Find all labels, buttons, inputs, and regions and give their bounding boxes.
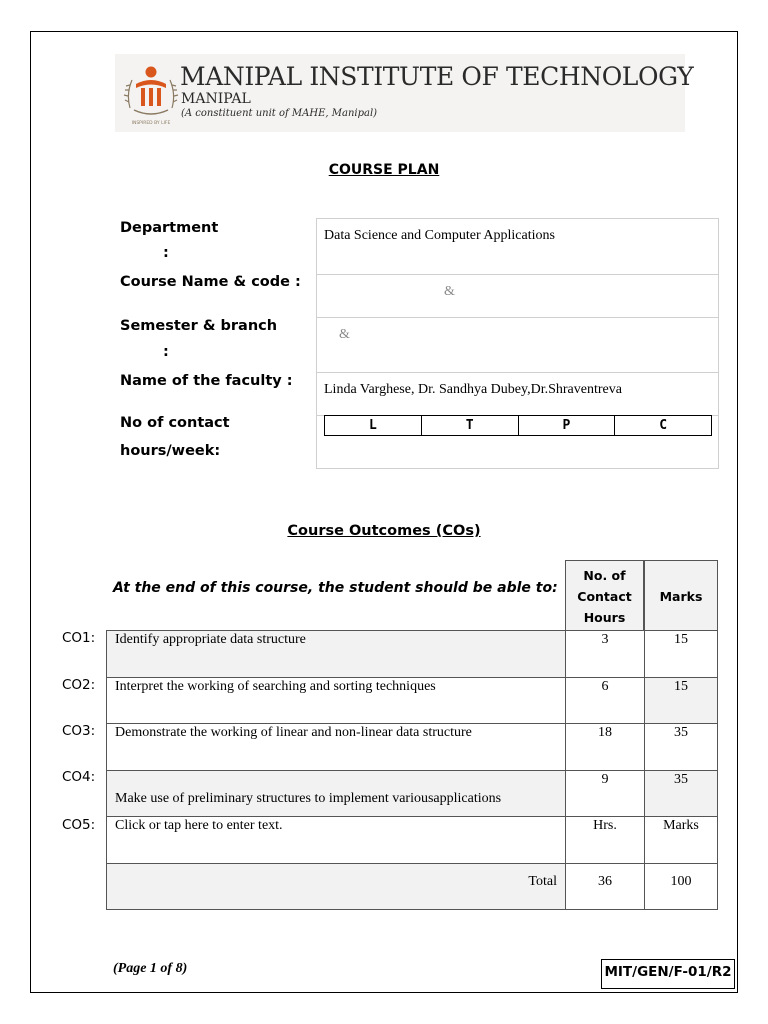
co4-hours[interactable]: 9 bbox=[565, 770, 644, 817]
co5-text[interactable]: Click or tap here to enter text. bbox=[106, 816, 565, 863]
col-marks-header: Marks bbox=[644, 560, 718, 631]
col-contact-hours-header: No. of Contact Hours bbox=[565, 560, 644, 631]
outcomes-intro: At the end of this course, the student should be able to: bbox=[113, 580, 558, 596]
semester-colon: : bbox=[163, 344, 169, 360]
ltpc-p[interactable]: P bbox=[519, 416, 616, 435]
co1-label: CO1: bbox=[62, 630, 96, 646]
table-row bbox=[106, 630, 718, 677]
ltpc-table bbox=[324, 415, 712, 436]
page-number: (Page 1 of 8) bbox=[113, 961, 188, 976]
institution-subtitle: (A constituent unit of MAHE, Manipal) bbox=[181, 108, 378, 119]
course-field[interactable] bbox=[316, 274, 719, 317]
total-hours: 36 bbox=[565, 863, 644, 910]
institute-logo-icon bbox=[122, 58, 180, 128]
semester-value: & bbox=[339, 327, 350, 342]
department-value: Data Science and Computer Applications bbox=[324, 228, 555, 243]
co1-hours[interactable]: 3 bbox=[565, 630, 644, 677]
co3-marks[interactable]: 35 bbox=[644, 723, 718, 770]
semester-label: Semester & branch bbox=[120, 318, 278, 334]
faculty-label: Name of the faculty : bbox=[120, 373, 293, 389]
institution-name: MANIPAL INSTITUTE OF TECHNOLOGY bbox=[180, 62, 694, 91]
form-code: MIT/GEN/F-01/R2 bbox=[601, 959, 735, 989]
co2-hours[interactable]: 6 bbox=[565, 677, 644, 724]
total-marks: 100 bbox=[644, 863, 718, 910]
contact-hours-label: No of contact bbox=[120, 415, 230, 431]
co4-text[interactable]: Make use of preliminary structures to implement variousapplications bbox=[106, 770, 565, 817]
co4-label: CO4: bbox=[62, 769, 96, 785]
document-title: COURSE PLAN bbox=[328, 162, 440, 178]
table-bottom-border bbox=[106, 909, 718, 910]
course-value: & bbox=[444, 284, 455, 299]
total-row bbox=[106, 863, 718, 910]
co5-marks[interactable]: Marks bbox=[644, 816, 718, 863]
co2-marks[interactable]: 15 bbox=[644, 677, 718, 724]
ltpc-c[interactable]: C bbox=[659, 418, 668, 433]
svg-text:INSPIRED BY LIFE: INSPIRED BY LIFE bbox=[131, 121, 171, 126]
co4-marks[interactable]: 35 bbox=[644, 770, 718, 817]
faculty-value: Linda Varghese, Dr. Sandhya Dubey,Dr.Shraventreva bbox=[324, 382, 622, 397]
co1-text[interactable]: Identify appropriate data structure bbox=[106, 630, 565, 677]
total-label: Total bbox=[106, 863, 565, 910]
institution-city: MANIPAL bbox=[181, 91, 251, 107]
co3-text[interactable]: Demonstrate the working of linear and non-linear data structure bbox=[106, 723, 565, 770]
department-colon: : bbox=[163, 245, 169, 261]
co3-label: CO3: bbox=[62, 723, 96, 739]
co2-label: CO2: bbox=[62, 677, 96, 693]
table-row bbox=[106, 677, 718, 724]
semester-field[interactable] bbox=[316, 317, 719, 372]
table-row bbox=[106, 816, 718, 863]
co3-hours[interactable]: 18 bbox=[565, 723, 644, 770]
ltpc-l[interactable]: L bbox=[325, 416, 422, 435]
faculty-field[interactable] bbox=[316, 372, 719, 415]
co5-label: CO5: bbox=[62, 817, 96, 833]
co2-text[interactable]: Interpret the working of searching and sorting techniques bbox=[106, 677, 565, 724]
outcomes-heading: Course Outcomes (COs) bbox=[287, 523, 481, 539]
department-field[interactable] bbox=[316, 218, 719, 274]
co5-hours[interactable]: Hrs. bbox=[565, 816, 644, 863]
contact-hours-label-2: hours/week: bbox=[120, 443, 221, 459]
ltpc-t[interactable]: T bbox=[422, 416, 519, 435]
department-label: Department bbox=[120, 220, 219, 236]
table-row bbox=[106, 770, 718, 817]
co1-marks[interactable]: 15 bbox=[644, 630, 718, 677]
table-row bbox=[106, 723, 718, 770]
course-label: Course Name & code : bbox=[120, 274, 301, 290]
